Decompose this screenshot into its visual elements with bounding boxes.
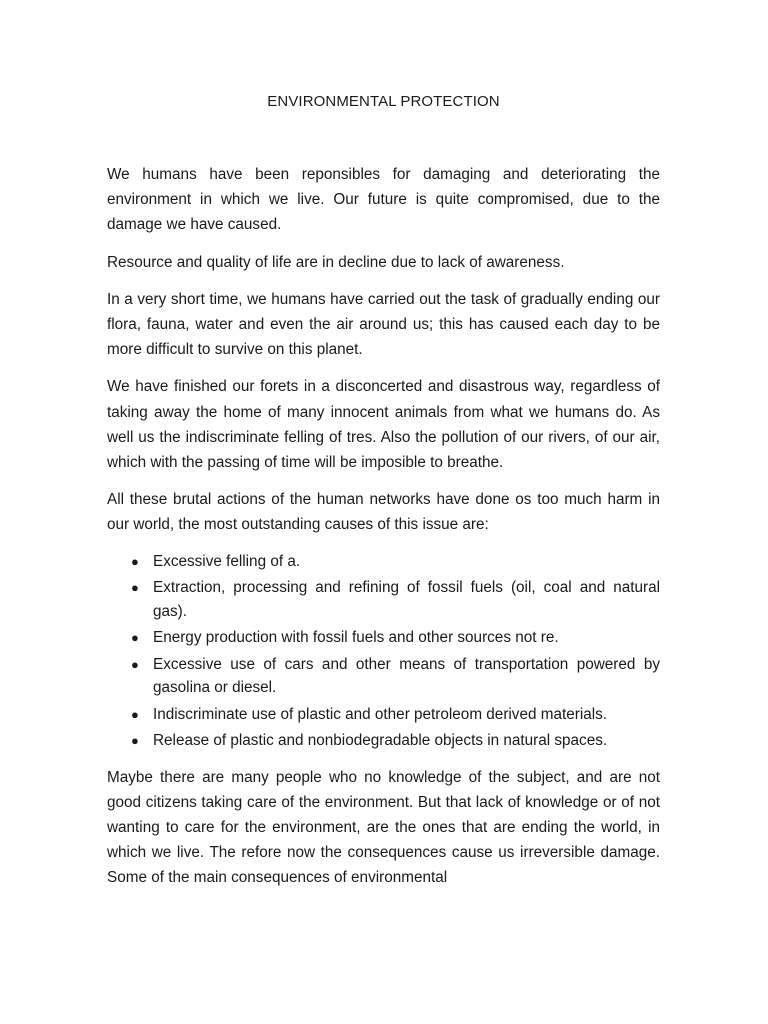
paragraph-3: In a very short time, we humans have carried out the task of gradually ending our flora, fauna, water and even the air around us; this has caused each day to be more difficult to survive on this planet. xyxy=(107,290,660,359)
bullet-icon: ● xyxy=(131,553,139,569)
list-item xyxy=(131,729,660,753)
list-item xyxy=(131,576,660,623)
bullet-icon: ● xyxy=(131,630,139,646)
list-item-text: Extraction, processing and refining of fossil fuels (oil, coal and natural gas). xyxy=(153,579,660,620)
causes-list xyxy=(107,550,660,753)
document-title: ENVIRONMENTAL PROTECTION xyxy=(267,93,500,110)
list-item xyxy=(131,653,660,700)
paragraph-5: All these brutal actions of the human networks have done os too much harm in our world, the most outstanding causes of this issue are: xyxy=(107,491,660,534)
document-page xyxy=(107,92,660,903)
list-item xyxy=(131,550,660,574)
paragraph-1: We humans have been reponsibles for damaging and deteriorating the environment in which we live. Our future is quite compromised, due to the damage we have caused. xyxy=(107,166,660,234)
bullet-icon: ● xyxy=(131,656,139,672)
bullet-icon: ● xyxy=(131,580,139,596)
closing-paragraph: Maybe there are many people who no knowledge of the subject, and are not good citizens taking care of the environment. But that lack of knowledge or of not wanting to care for the environment, are the ones that are ending the world, in which we live. The refore now the consequences cause us irreversible damage. Some of the main consequences of environmental xyxy=(107,768,660,887)
list-item-text: Release of plastic and nonbiodegradable objects in natural spaces. xyxy=(153,732,608,750)
list-item xyxy=(131,626,660,650)
paragraph-2: Resource and quality of life are in decline due to lack of awareness. xyxy=(107,253,565,271)
list-item xyxy=(131,703,660,727)
list-item-text: Energy production with fossil fuels and other sources not re. xyxy=(153,629,559,647)
list-item-text: Indiscriminate use of plastic and other petroleom derived materials. xyxy=(153,705,608,723)
list-item-text: Excessive felling of a. xyxy=(153,552,301,570)
paragraph-4: We have finished our forets in a disconcerted and disastrous way, regardless of taking away the home of many innocent animals from what we humans do. As well us the indiscriminate felling of tres. Also the pollution of our rivers, of our air, which with the passing of time will be imposible to breathe. xyxy=(107,378,660,472)
bullet-icon: ● xyxy=(131,706,139,722)
list-item-text: Excessive use of cars and other means of transportation powered by gasolina or diesel. xyxy=(153,655,660,697)
bullet-icon: ● xyxy=(131,733,139,749)
